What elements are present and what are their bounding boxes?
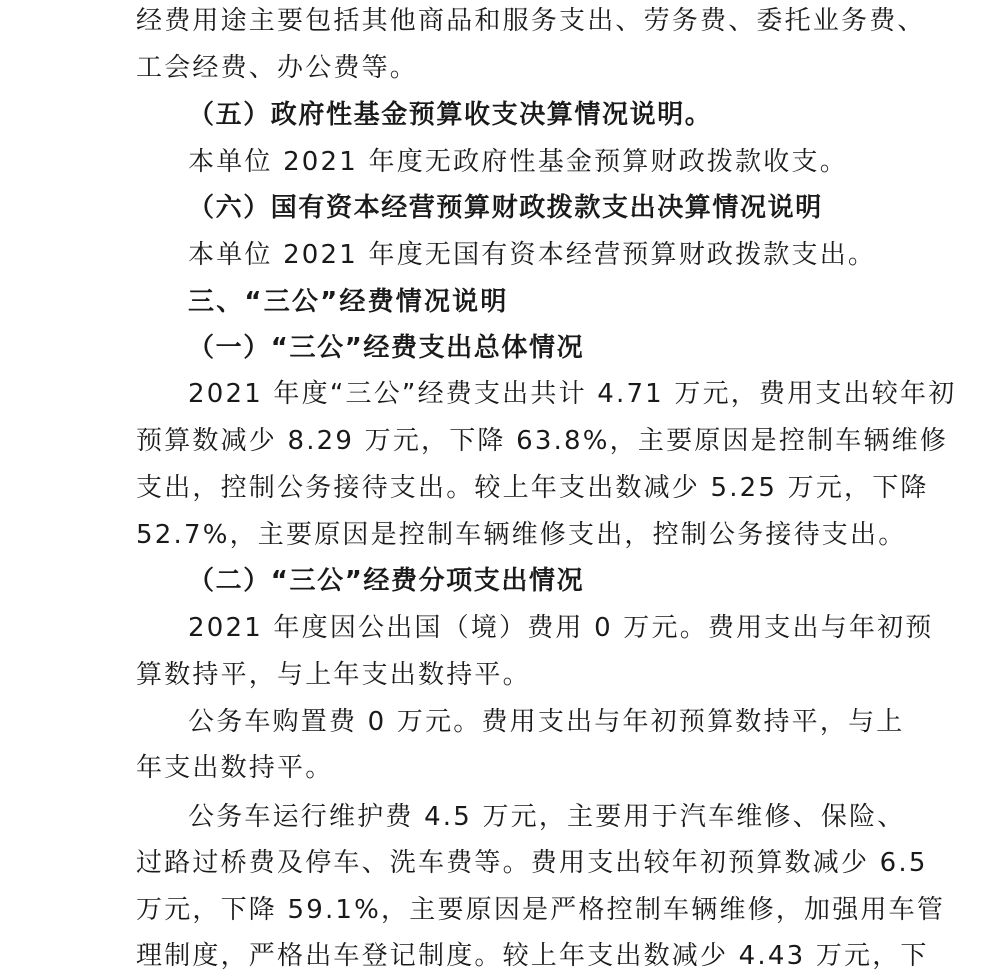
- body-text-line: 经费用途主要包括其他商品和服务支出、劳务费、委托业务费、: [136, 6, 926, 36]
- chapter-heading: 三、“三公”经费情况说明: [188, 287, 509, 317]
- body-text-line: 过路过桥费及停车、洗车费等。费用支出较年初预算数减少 6.5: [136, 848, 928, 878]
- section-heading: （二）“三公”经费分项支出情况: [188, 566, 585, 596]
- body-text-line: 算数持平，与上年支出数持平。: [136, 660, 531, 690]
- body-text-line: 年支出数持平。: [136, 753, 334, 783]
- section-heading: （一）“三公”经费支出总体情况: [188, 333, 585, 363]
- body-text-line: 2021 年度因公出国（境）费用 0 万元。费用支出与年初预: [188, 613, 934, 643]
- body-text-line: 本单位 2021 年度无国有资本经营预算财政拨款支出。: [188, 240, 877, 270]
- body-text-line: 工会经费、办公费等。: [136, 53, 419, 83]
- body-text-line: 公务车购置费 0 万元。费用支出与年初预算数持平，与上: [188, 707, 905, 737]
- body-text-line: 理制度，严格出车登记制度。较上年支出数减少 4.43 万元，下: [136, 941, 929, 971]
- section-heading: （五）政府性基金预算收支决算情况说明。: [188, 100, 713, 130]
- body-text-line: 52.7%，主要原因是控制车辆维修支出，控制公务接待支出。: [136, 520, 907, 550]
- body-text-line: 预算数减少 8.29 万元，下降 63.8%，主要原因是控制车辆维修: [136, 426, 949, 456]
- body-text-line: 公务车运行维护费 4.5 万元，主要用于汽车维修、保险、: [188, 802, 906, 832]
- body-text-line: 本单位 2021 年度无政府性基金预算财政拨款收支。: [188, 147, 848, 177]
- body-text-line: 2021 年度“三公”经费支出共计 4.71 万元，费用支出较年初: [188, 379, 957, 409]
- section-heading: （六）国有资本经营预算财政拨款支出决算情况说明: [188, 193, 823, 223]
- body-text-line: 支出，控制公务接待支出。较上年支出数减少 5.25 万元，下降: [136, 473, 929, 503]
- body-text-line: 万元，下降 59.1%，主要原因是严格控制车辆维修，加强用车管: [136, 895, 946, 925]
